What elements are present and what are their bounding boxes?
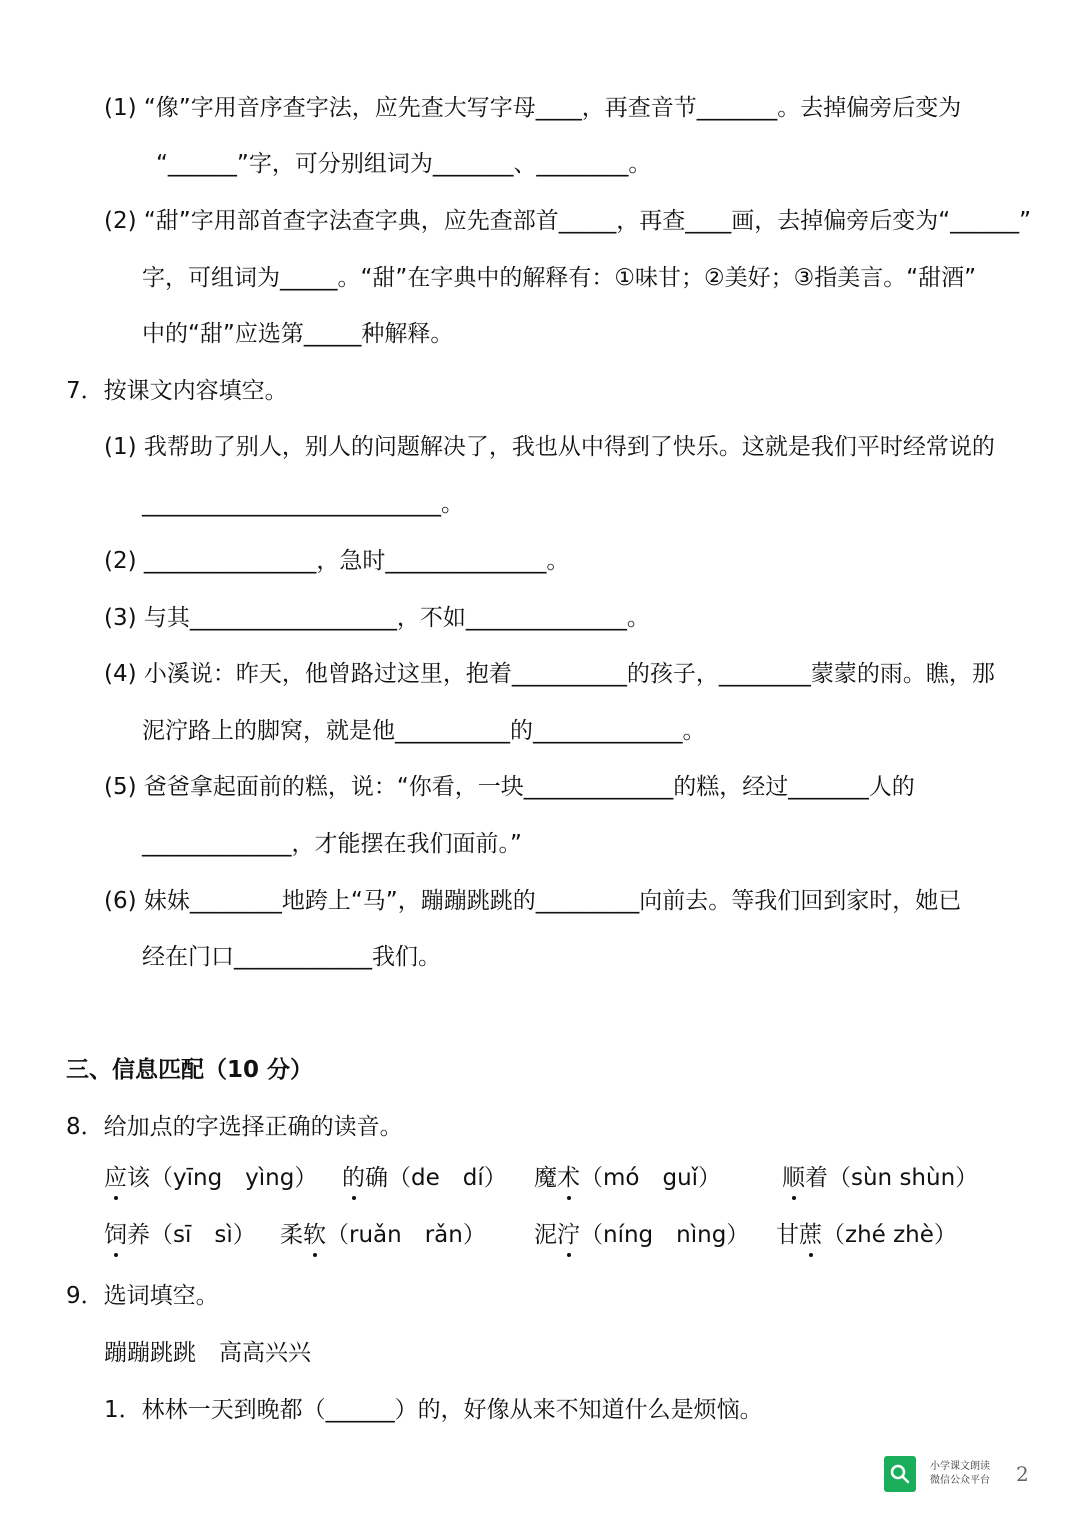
q7-1-line-b: __________________________。 xyxy=(142,491,464,517)
pinyin-item-moshu xyxy=(534,1162,721,1194)
q7-4-line-a: (4) 小溪说：昨天，他曾路过这里，抱着__________的孩子，________蒙蒙的雨。瞧，那 xyxy=(104,661,995,687)
pinyin-options: （ruǎn rǎn） xyxy=(326,1222,486,1248)
plain-char: 魔 xyxy=(534,1165,557,1191)
q7-5-line-b: _____________，才能摆在我们面前。” xyxy=(142,831,522,857)
dotted-char: 顺 xyxy=(782,1162,805,1194)
pinyin-item-dique xyxy=(342,1162,507,1194)
pinyin-options: 确（de dí） xyxy=(365,1165,507,1191)
pinyin-item-yinggai xyxy=(104,1162,317,1194)
pinyin-item-siyang xyxy=(104,1219,256,1251)
pinyin-options: （zhé zhè） xyxy=(822,1222,957,1248)
pinyin-options: （níng nìng） xyxy=(580,1222,750,1248)
q6-2-line-c: 中的“甜”应选第_____种解释。 xyxy=(142,321,454,347)
q9-1-line: 1．林林一天到晚都（______）的，好像从来不知道什么是烦恼。 xyxy=(104,1397,763,1423)
section-3-heading: 三、信息匹配（10 分） xyxy=(66,1057,314,1083)
q6-2-line-a: (2) “甜”字用部首查字法查字典，应先查部首_____，再查____画，去掉偏旁后变为“______” xyxy=(104,208,1032,234)
dotted-char: 软 xyxy=(303,1219,326,1251)
dotted-char: 蔗 xyxy=(799,1219,822,1251)
pinyin-options: 着（sùn shùn） xyxy=(805,1165,979,1191)
q7-2-line: (2) _______________，急时______________。 xyxy=(104,548,570,574)
q6-1-line-b: “______”字，可分别组词为_______、________。 xyxy=(156,151,652,177)
plain-char: 泥 xyxy=(534,1222,557,1248)
logo-square xyxy=(884,1456,916,1492)
q9-heading: 9．选词填空。 xyxy=(66,1283,219,1309)
dotted-char: 饲 xyxy=(104,1219,127,1251)
wechat-platform-logo xyxy=(884,1456,1012,1496)
q7-1-line-a: (1) 我帮助了别人，别人的问题解决了，我也从中得到了快乐。这就是我们平时经常说的 xyxy=(104,434,995,460)
q7-heading: 7．按课文内容填空。 xyxy=(66,378,288,404)
q6-2-line-b: 字，可组词为_____。“甜”在字典中的解释有：①味甘；②美好；③指美言。“甜酒” xyxy=(142,265,977,291)
plain-char: 甘 xyxy=(776,1222,799,1248)
dotted-char: 应 xyxy=(104,1162,127,1194)
logo-text-line1: 小学课文朗读 xyxy=(930,1461,990,1472)
dotted-char: 泞 xyxy=(557,1219,580,1251)
dotted-char: 的 xyxy=(342,1162,365,1194)
pinyin-item-shunzhe xyxy=(782,1162,978,1194)
plain-char: 柔 xyxy=(280,1222,303,1248)
q7-6-line-b: 经在门口____________我们。 xyxy=(142,944,441,970)
pinyin-item-rouruan xyxy=(280,1219,486,1251)
search-icon xyxy=(884,1456,916,1492)
q8-heading: 8．给加点的字选择正确的读音。 xyxy=(66,1114,403,1140)
q7-6-line-a: (6) 妹妹________地跨上“马”，蹦蹦跳跳的_________向前去。等我们回到家时，她已 xyxy=(104,888,962,914)
pinyin-item-ningning xyxy=(534,1219,749,1251)
q9-word-choices: 蹦蹦跳跳 高高兴兴 xyxy=(104,1340,311,1366)
dotted-char: 术 xyxy=(557,1162,580,1194)
pinyin-options: 该（yīng yìng） xyxy=(127,1165,318,1191)
q6-1-line-a: (1) “像”字用音序查字法，应先查大写字母____，再查音节_______。去掉偏旁后变为 xyxy=(104,95,962,121)
q7-5-line-a: (5) 爸爸拿起面前的糕，说：“你看，一块_____________的糕，经过_______人的 xyxy=(104,774,915,800)
pinyin-options: （mó guǐ） xyxy=(580,1165,722,1191)
pinyin-item-ganzhe xyxy=(776,1219,957,1251)
pinyin-options: 养（sī sì） xyxy=(127,1222,256,1248)
page-number: 2 xyxy=(1016,1462,1029,1486)
logo-text-line2: 微信公众平台 xyxy=(930,1475,990,1486)
q7-3-line: (3) 与其__________________，不如______________。 xyxy=(104,605,650,631)
q7-4-line-b: 泥泞路上的脚窝，就是他__________的_____________。 xyxy=(142,718,706,744)
